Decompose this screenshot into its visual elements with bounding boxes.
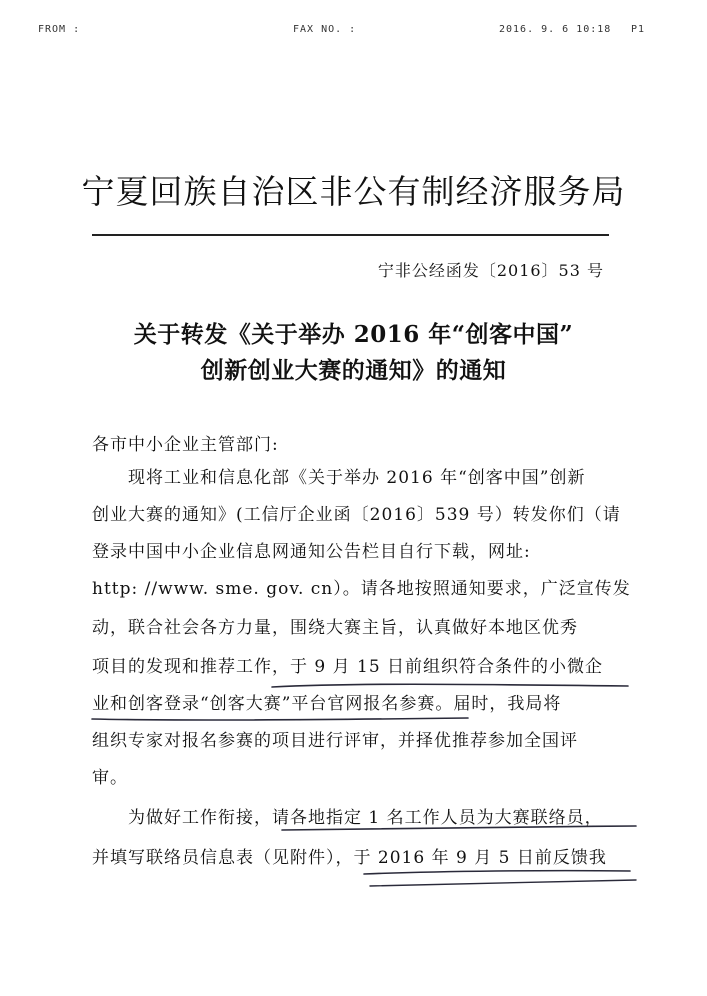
body-line: 并填写联络员信息表（见附件），于 2016 年 9 月 5 日前反馈我 [92,848,607,868]
document-title-line-1: 关于转发《关于举办 2016 年“创客中国” [133,321,574,348]
organization-name: 宁夏回族自治区非公有制经济服务局 [81,172,626,211]
fax-datetime: 2016. 9. 6 10:18 [499,24,612,35]
body-line: 创业大赛的通知》(工信厅企业函〔2016〕539 号）转发你们（请 [92,505,621,525]
fax-from: FROM : [38,24,81,35]
body-line: 审。 [92,768,128,788]
body-line: 现将工业和信息化部《关于举办 2016 年“创客中国”创新 [128,468,586,488]
body-line: 登录中国中小企业信息网通知公告栏目自行下载，网址: [92,542,531,562]
letterhead-rule [92,234,609,236]
salutation: 各市中小企业主管部门: [92,435,279,455]
body-line: 为做好工作衔接，请各地指定 1 名工作人员为大赛联络员， [128,808,603,828]
body-line: 动，联合社会各方力量，围绕大赛主旨，认真做好本地区优秀 [92,618,578,638]
body-line: 项目的发现和推荐工作，于 9 月 15 日前组织符合条件的小微企 [92,657,604,677]
body-line: http: //www. sme. gov. cn）。请各地按照通知要求，广泛宣传发 [92,579,631,599]
body-line: 组织专家对报名参赛的项目进行评审，并择优推荐参加全国评 [92,731,578,751]
fax-header [0,24,707,40]
body-line: 业和创客登录“创客大赛”平台官网报名参赛。届时，我局将 [92,694,562,714]
fax-page-number: P1 [631,24,646,35]
fax-number: FAX NO. : [293,24,357,35]
document-number: 宁非公经函发〔2016〕53 号 [377,261,604,280]
document-title-line-2: 创新创业大赛的通知》的通知 [200,357,507,384]
